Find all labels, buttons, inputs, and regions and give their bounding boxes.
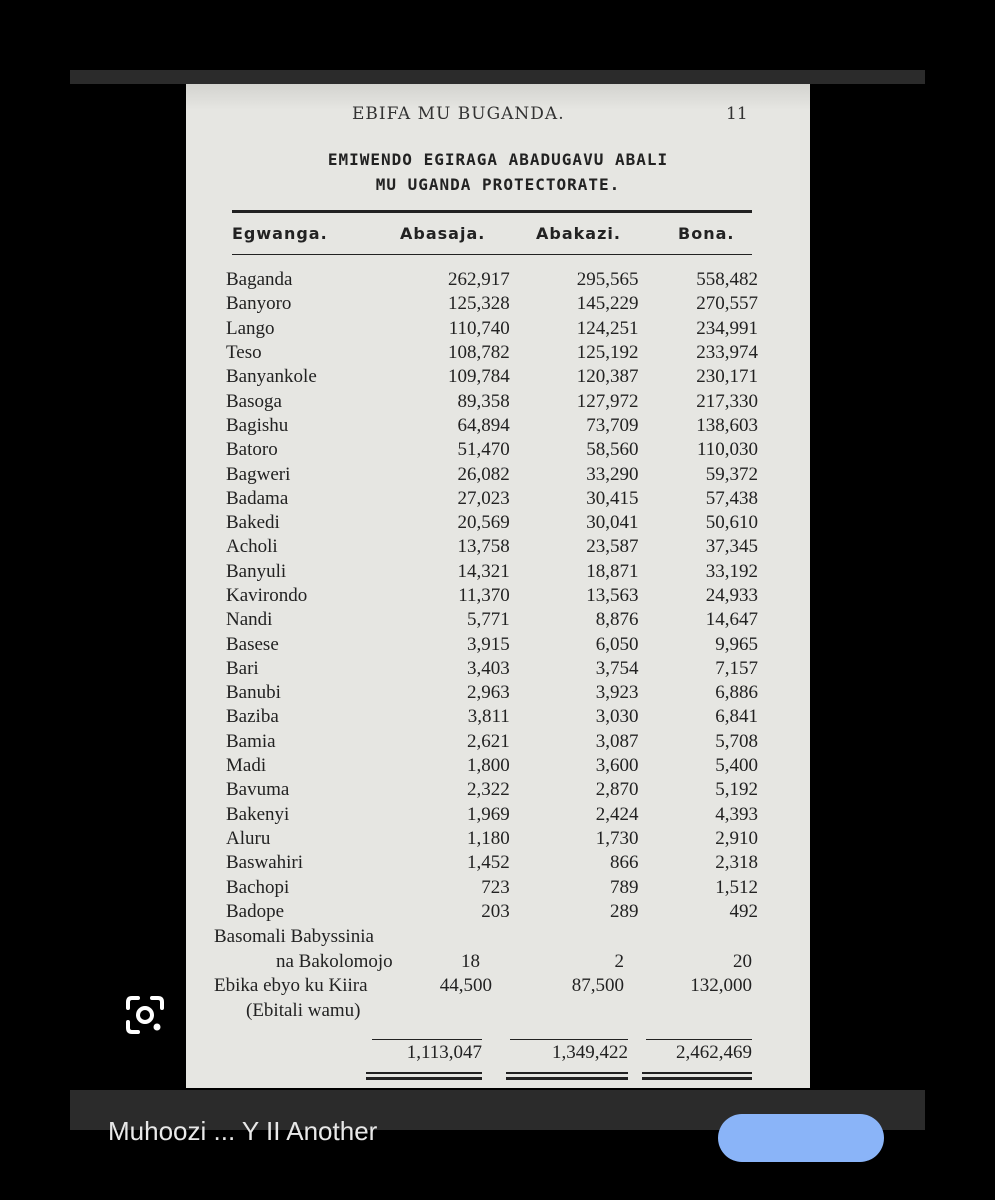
- bottom-bar: [70, 1090, 925, 1146]
- table-row: [226, 535, 758, 559]
- men-count: 1,800: [466, 755, 510, 777]
- basomali-label-line2: na Bakolomojo: [276, 951, 393, 972]
- women-count: 30,415: [586, 487, 639, 509]
- double-rule-total-a: [642, 1072, 752, 1074]
- men-count: 3,811: [467, 706, 510, 728]
- total-count: 5,400: [715, 755, 758, 777]
- table-row: [226, 681, 758, 705]
- document-photo: [186, 84, 810, 1088]
- ebika-total: 132,000: [690, 975, 752, 996]
- table-row: [226, 292, 758, 316]
- table-row: [226, 438, 758, 462]
- total-count: 233,974: [696, 342, 758, 364]
- women-count: 73,709: [586, 414, 639, 436]
- tribe-name: Lango: [226, 317, 275, 339]
- tribe-name: Bachopi: [226, 876, 290, 898]
- totals-rule-total: [646, 1039, 752, 1040]
- men-count: 89,358: [457, 390, 510, 412]
- tribe-name: Bagishu: [226, 414, 289, 436]
- men-count: 64,894: [457, 414, 510, 436]
- total-all: 2,462,469: [676, 1042, 752, 1063]
- women-count: 23,587: [586, 536, 639, 558]
- total-count: 5,192: [715, 779, 758, 801]
- men-count: 1,969: [466, 803, 510, 825]
- total-count: 2,318: [715, 852, 758, 874]
- total-count: 14,647: [705, 609, 758, 631]
- men-count: 11,370: [458, 585, 510, 606]
- men-count: 14,321: [457, 560, 510, 582]
- tribe-name: Baswahiri: [226, 852, 304, 874]
- men-count: 2,963: [466, 682, 510, 704]
- table-row: [226, 511, 758, 535]
- men-count: 3,403: [466, 657, 510, 679]
- table-row: [226, 705, 758, 729]
- table-row: [226, 341, 758, 365]
- total-count: 234,991: [696, 317, 758, 339]
- table-row: [226, 851, 758, 875]
- total-count: 33,192: [705, 560, 758, 582]
- table-title-line-1: EMIWENDO EGIRAGA ABADUGAVU ABALI: [327, 150, 669, 169]
- basomali-label-line1: Basomali Babyssinia: [214, 926, 374, 947]
- table-row: [226, 584, 758, 608]
- table-row: [226, 754, 758, 778]
- men-count: 1,180: [466, 827, 510, 849]
- table-row: [226, 414, 758, 438]
- men-count: 20,569: [457, 512, 510, 534]
- total-count: 59,372: [705, 463, 758, 485]
- women-count: 127,972: [576, 390, 639, 412]
- total-count: 5,708: [715, 730, 758, 752]
- table-title-line-2: MU UGANDA PROTECTORATE.: [375, 175, 621, 194]
- tribe-name: Badope: [226, 900, 285, 922]
- total-men: 1,113,047: [406, 1042, 482, 1063]
- women-count: 3,600: [595, 755, 639, 777]
- header-bottom-rule: [232, 254, 752, 255]
- table-row: [226, 268, 758, 292]
- total-count: 270,557: [696, 293, 758, 315]
- total-count: 492: [729, 900, 758, 922]
- table-row: [226, 657, 758, 681]
- tribe-name: Acholi: [226, 536, 278, 558]
- men-count: 262,917: [447, 269, 510, 291]
- women-count: 8,876: [595, 609, 639, 631]
- table-row: [226, 875, 758, 899]
- tribe-name: Bakedi: [226, 512, 280, 534]
- population-table: [226, 268, 758, 924]
- tribe-name: Bagweri: [226, 463, 291, 485]
- total-count: 4,393: [715, 803, 758, 825]
- table-row: [226, 608, 758, 632]
- women-count: 120,387: [576, 366, 639, 388]
- men-count: 125,328: [447, 293, 510, 315]
- tribe-name: Basese: [226, 633, 279, 655]
- total-count: 37,345: [705, 536, 758, 558]
- men-count: 108,782: [447, 342, 510, 364]
- double-rule-women-a: [506, 1072, 628, 1074]
- tribe-name: Aluru: [226, 827, 271, 849]
- table-row: [226, 827, 758, 851]
- total-count: 50,610: [705, 512, 758, 534]
- bottom-caption: Muhoozi ... Y II Another: [108, 1116, 378, 1146]
- header-top-rule: [232, 210, 752, 213]
- camera-lens-icon[interactable]: [124, 994, 166, 1036]
- table-row: [226, 803, 758, 827]
- basomali-men: 18: [461, 951, 480, 972]
- tribe-name: Bakenyi: [226, 803, 290, 825]
- women-count: 58,560: [586, 439, 639, 461]
- table-row: [226, 365, 758, 389]
- table-row: [226, 487, 758, 511]
- tribe-name: Basoga: [226, 390, 282, 412]
- tribe-name: Baziba: [226, 706, 279, 728]
- men-count: 1,452: [466, 852, 510, 874]
- women-count: 3,754: [595, 657, 639, 679]
- men-count: 51,470: [457, 439, 510, 461]
- column-header-women: Abakazi.: [536, 224, 621, 243]
- action-pill-button[interactable]: [718, 1114, 884, 1162]
- basomali-total: 20: [733, 951, 752, 972]
- double-rule-total-b: [642, 1077, 752, 1080]
- running-header: [186, 104, 810, 128]
- tribe-name: Bavuma: [226, 779, 290, 801]
- men-count: 5,771: [466, 609, 510, 631]
- women-count: 2,870: [595, 779, 639, 801]
- table-row: [226, 730, 758, 754]
- page-number: 11: [726, 104, 748, 124]
- total-count: 6,886: [715, 682, 758, 704]
- tribe-name: Banyuli: [226, 560, 287, 582]
- men-count: 26,082: [457, 463, 510, 485]
- table-row: [226, 317, 758, 341]
- tribe-name: Kavirondo: [226, 585, 308, 606]
- total-count: 110,030: [696, 439, 758, 461]
- women-count: 124,251: [576, 317, 639, 339]
- women-count: 13,563: [586, 585, 639, 606]
- table-row: [226, 389, 758, 413]
- women-count: 30,041: [586, 512, 639, 534]
- totals-rule-women: [510, 1039, 628, 1040]
- tribe-name: Bari: [226, 657, 259, 679]
- women-count: 145,229: [576, 293, 639, 315]
- women-count: 3,087: [595, 730, 639, 752]
- women-count: 18,871: [586, 560, 639, 582]
- total-count: 138,603: [696, 414, 758, 436]
- tribe-name: Baganda: [226, 269, 293, 291]
- tribe-name: Madi: [226, 755, 267, 777]
- column-header-men: Abasaja.: [400, 224, 486, 243]
- women-count: 789: [609, 876, 639, 898]
- tribe-name: Batoro: [226, 439, 278, 461]
- total-count: 1,512: [715, 876, 758, 898]
- total-women: 1,349,422: [552, 1042, 628, 1063]
- men-count: 110,740: [448, 317, 510, 339]
- double-rule-men-a: [366, 1072, 482, 1074]
- men-count: 723: [481, 876, 510, 898]
- total-count: 558,482: [696, 269, 758, 291]
- table-row: [226, 778, 758, 802]
- women-count: 866: [609, 852, 639, 874]
- women-count: 33,290: [586, 463, 639, 485]
- women-count: 125,192: [576, 342, 639, 364]
- table-row: [226, 560, 758, 584]
- ebika-men: 44,500: [439, 975, 492, 996]
- men-count: 2,621: [466, 730, 510, 752]
- table-row: [226, 462, 758, 486]
- totals-rule-men: [372, 1039, 482, 1040]
- tribe-name: Banyoro: [226, 293, 292, 315]
- ebika-women: 87,500: [571, 975, 624, 996]
- running-head: EBIFA MU BUGANDA.: [352, 104, 565, 124]
- women-count: 295,565: [576, 269, 639, 291]
- women-count: 3,030: [595, 706, 639, 728]
- tribe-name: Badama: [226, 487, 289, 509]
- total-count: 57,438: [705, 487, 758, 509]
- table-row: [226, 900, 758, 924]
- women-count: 1,730: [595, 827, 639, 849]
- men-count: 109,784: [447, 366, 510, 388]
- double-rule-men-b: [366, 1077, 482, 1080]
- tribe-name: Nandi: [226, 609, 273, 631]
- ebika-label: Ebika ebyo ku Kiira: [214, 975, 368, 996]
- column-header-total: Bona.: [678, 224, 735, 243]
- total-count: 7,157: [715, 657, 758, 679]
- tribe-name: Banyankole: [226, 366, 317, 388]
- total-count: 6,841: [715, 706, 758, 728]
- top-bar: [70, 70, 925, 84]
- table-row: [226, 632, 758, 656]
- double-rule-women-b: [506, 1077, 628, 1080]
- basomali-women: 2: [614, 951, 624, 972]
- total-count: 9,965: [715, 633, 758, 655]
- total-count: 2,910: [715, 827, 758, 849]
- tribe-name: Teso: [226, 342, 262, 364]
- ebika-note: (Ebitali wamu): [246, 1000, 361, 1021]
- women-count: 3,923: [595, 682, 639, 704]
- tribe-name: Bamia: [226, 730, 276, 752]
- men-count: 27,023: [457, 487, 510, 509]
- men-count: 13,758: [457, 536, 510, 558]
- total-count: 230,171: [696, 366, 758, 388]
- column-header-tribe: Egwanga.: [232, 224, 328, 243]
- men-count: 2,322: [466, 779, 510, 801]
- women-count: 6,050: [595, 633, 639, 655]
- women-count: 2,424: [595, 803, 639, 825]
- total-count: 24,933: [705, 585, 758, 606]
- women-count: 289: [609, 900, 639, 922]
- men-count: 3,915: [466, 633, 510, 655]
- tribe-name: Banubi: [226, 682, 281, 704]
- total-count: 217,330: [696, 390, 758, 412]
- men-count: 203: [481, 900, 510, 922]
